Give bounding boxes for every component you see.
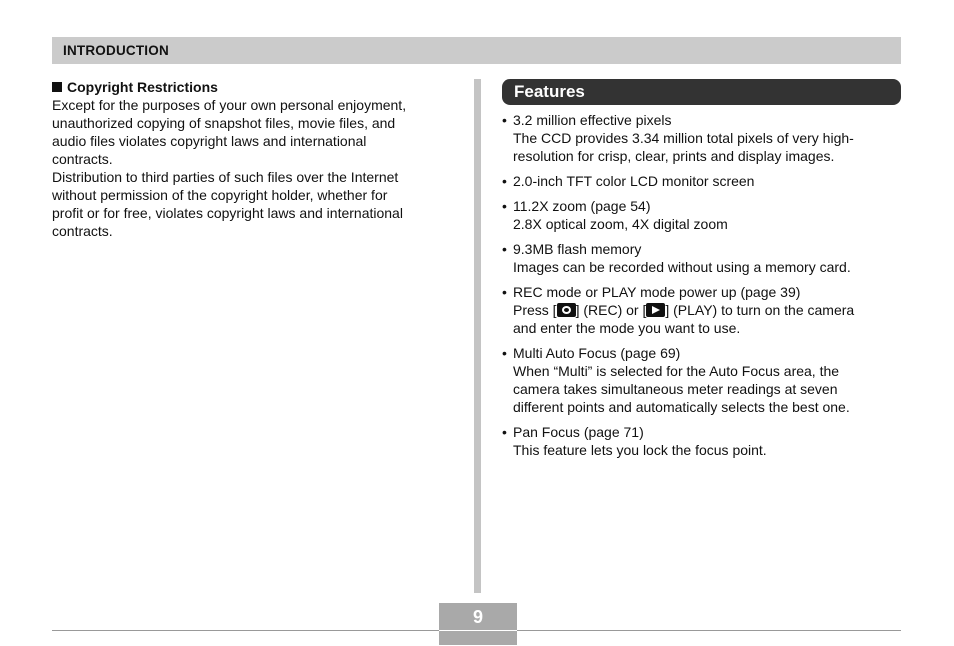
list-item xyxy=(502,283,902,337)
page-number-box xyxy=(439,603,517,645)
page-box-divider xyxy=(439,630,517,631)
bullet: • xyxy=(502,173,507,189)
feature-detail-press xyxy=(502,301,902,319)
bullet: • xyxy=(502,112,507,128)
bullet: • xyxy=(502,345,507,361)
list-item xyxy=(502,111,902,165)
bullet: • xyxy=(502,424,507,440)
feature-detail: camera takes simultaneous meter readings at seven xyxy=(513,381,838,397)
features-heading-bar xyxy=(502,79,901,105)
text-line: Except for the purposes of your own personal enjoyment, xyxy=(52,97,407,113)
feature-main: 11.2X zoom (page 54) xyxy=(513,198,651,214)
list-item xyxy=(502,240,902,276)
feature-main: Pan Focus (page 71) xyxy=(513,424,644,440)
feature-main: Multi Auto Focus (page 69) xyxy=(513,345,681,361)
copyright-paragraph-2 xyxy=(52,168,452,240)
list-item xyxy=(502,197,902,233)
text-line: audio files violates copyright laws and international xyxy=(52,133,367,149)
feature-detail: 2.8X optical zoom, 4X digital zoom xyxy=(513,216,728,232)
feature-main: REC mode or PLAY mode power up (page 39) xyxy=(513,284,801,300)
feature-detail: The CCD provides 3.34 million total pixels of very high- xyxy=(513,130,854,146)
feature-detail: Images can be recorded without using a memory card. xyxy=(513,259,851,275)
text-line: Distribution to third parties of such files over the Internet xyxy=(52,169,399,185)
bullet: • xyxy=(502,284,507,300)
square-bullet-icon xyxy=(52,82,62,92)
bullet: • xyxy=(502,241,507,257)
copyright-heading-text: Copyright Restrictions xyxy=(67,79,218,95)
features-title: Features xyxy=(514,82,585,101)
feature-detail: When “Multi” is selected for the Auto Focus area, the xyxy=(513,363,840,379)
feature-detail: and enter the mode you want to use. xyxy=(513,320,741,336)
list-item xyxy=(502,172,902,190)
camera-icon xyxy=(557,303,576,317)
press-prefix: Press [ xyxy=(513,302,557,318)
list-item xyxy=(502,344,902,416)
feature-main: 9.3MB flash memory xyxy=(513,241,642,257)
text-line: contracts. xyxy=(52,151,113,167)
rec-suffix: ] (REC) or [ xyxy=(575,302,647,318)
features-list xyxy=(502,111,902,466)
play-icon xyxy=(646,303,665,317)
text-line: profit or for free, violates copyright laws and international xyxy=(52,205,403,221)
feature-detail: This feature lets you lock the focus point. xyxy=(513,442,767,458)
copyright-paragraph-1 xyxy=(52,96,452,168)
list-item xyxy=(502,423,902,459)
copyright-heading xyxy=(52,78,452,96)
section-title: INTRODUCTION xyxy=(63,43,169,58)
play-suffix: ] (PLAY) to turn on the camera xyxy=(665,302,855,318)
text-line: contracts. xyxy=(52,223,113,239)
column-divider xyxy=(474,79,481,593)
page-number: 9 xyxy=(472,607,483,627)
feature-main: 3.2 million effective pixels xyxy=(513,112,672,128)
text-line: unauthorized copying of snapshot files, movie files, and xyxy=(52,115,396,131)
feature-detail: resolution for crisp, clear, prints and display images. xyxy=(513,148,835,164)
copyright-section xyxy=(52,78,452,240)
text-line: without permission of the copyright holder, whether for xyxy=(52,187,388,203)
feature-detail: different points and automatically selects the best one. xyxy=(513,399,850,415)
feature-main: 2.0-inch TFT color LCD monitor screen xyxy=(513,173,755,189)
bullet: • xyxy=(502,198,507,214)
section-header-bar xyxy=(52,37,901,64)
